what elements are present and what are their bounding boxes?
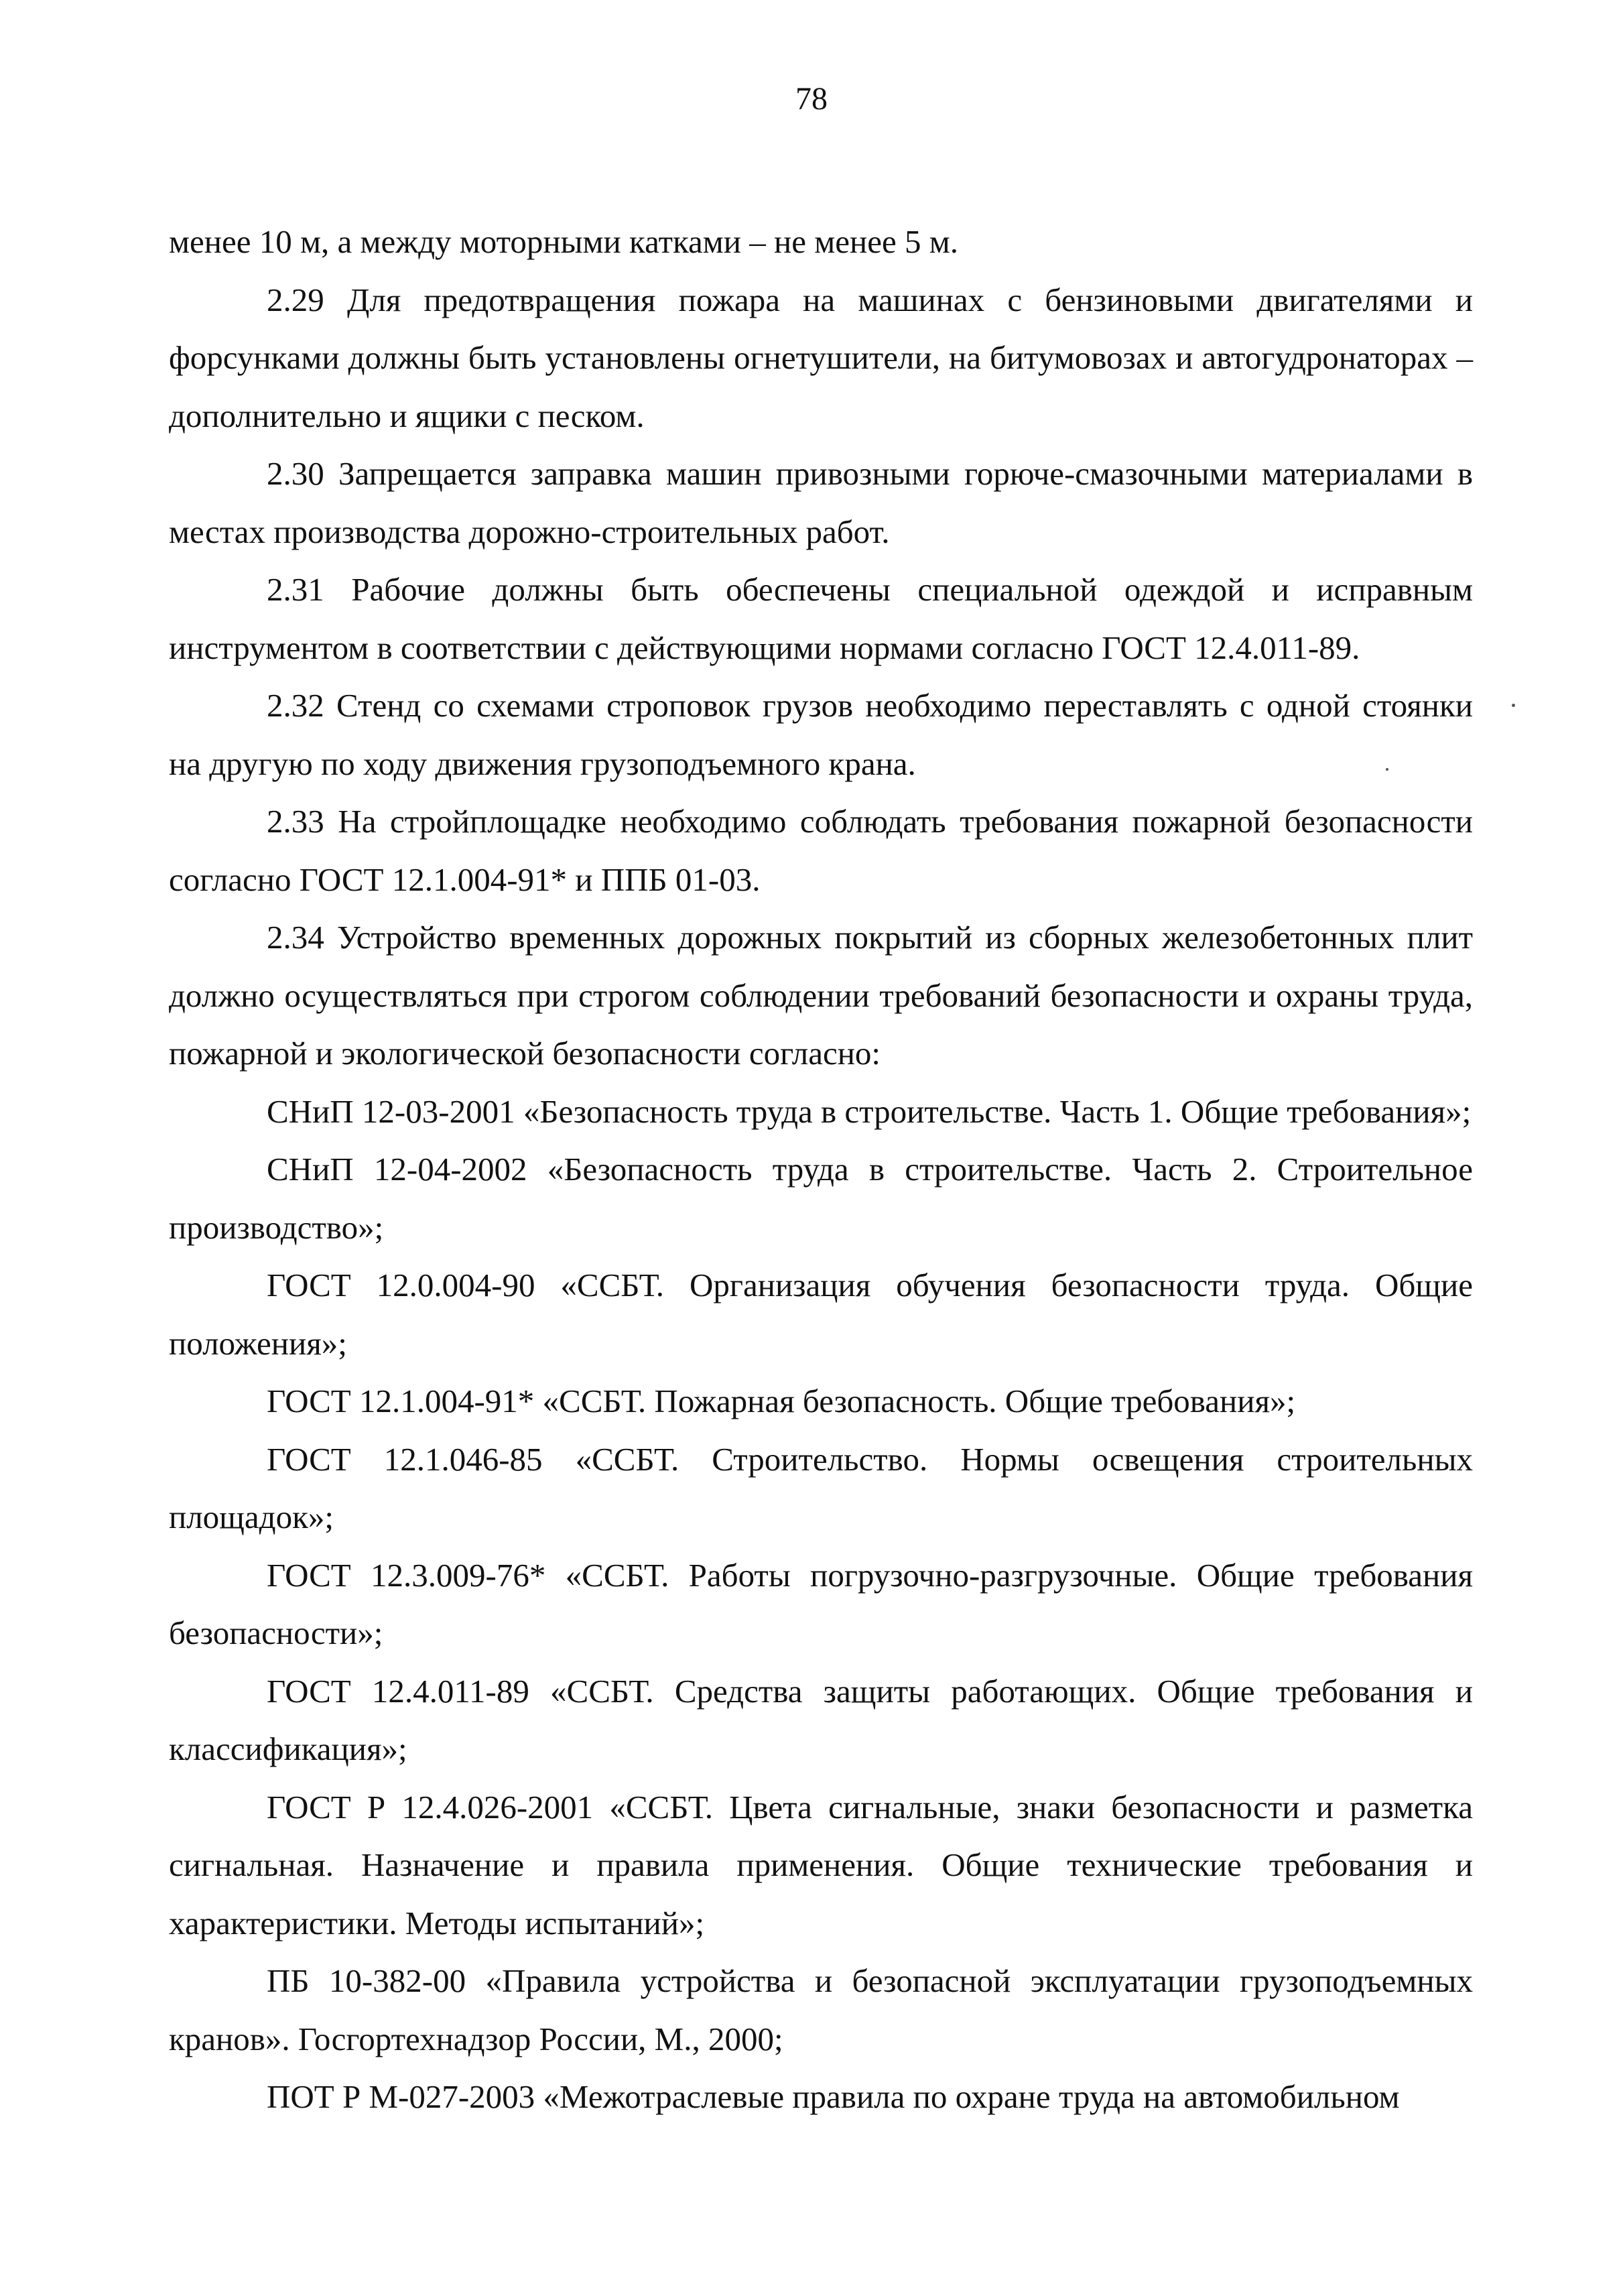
paragraph-continuation: менее 10 м, а между моторными катками – не менее 5 м. xyxy=(169,223,958,260)
paragraph-2-29: 2.29 Для предотвращения пожара на машинах с бензиновыми двигателями и форсунками должны быть установлены огнетушители, на битумовозах и автогудронаторах – дополнительно и ящики с песком. xyxy=(169,281,1473,434)
reference-snip-12-03: СНиП 12-03-2001 «Безопасность труда в строительстве. Часть 1. Общие требования»; xyxy=(267,1092,1472,1130)
reference-gost-12-4-011: ГОСТ 12.4.011-89 «ССБТ. Средства защиты работающих. Общие требования и классификация»; xyxy=(169,1672,1473,1767)
paragraph-2-31: 2.31 Рабочие должны быть обеспечены специальной одеждой и исправным инструментом в соответствии с действующими нормами согласно ГОСТ 12.4.011-89. xyxy=(169,571,1473,666)
reference-gost-12-3-009: ГОСТ 12.3.009-76* «ССБТ. Работы погрузочно-разгрузочные. Общие требования безопасности»; xyxy=(169,1556,1473,1651)
page-number: 78 xyxy=(795,81,828,117)
body-text xyxy=(169,213,1473,2126)
scan-artifact-dot xyxy=(1512,704,1515,707)
scan-artifact-dot xyxy=(1386,768,1388,771)
paragraph-2-30: 2.30 Запрещается заправка машин привозными горюче-смазочными материалами в местах производства дорожно-строительных работ. xyxy=(169,455,1473,550)
reference-pb-10-382: ПБ 10-382-00 «Правила устройства и безопасной эксплуатации грузоподъемных кранов». Госгортехнадзор России, М., 2000; xyxy=(169,1962,1473,2057)
reference-pot-r-m-027: ПОТ Р М-027-2003 «Межотраслевые правила по охране труда на автомобильном xyxy=(267,2078,1400,2115)
paragraph-2-33: 2.33 На стройплощадке необходимо соблюдать требования пожарной безопасности согласно ГОСТ 12.1.004-91* и ППБ 01-03. xyxy=(169,803,1473,898)
paragraph-2-34: 2.34 Устройство временных дорожных покрытий из сборных железобетонных плит должно осуществляться при строгом соблюдении требований безопасности и охраны труда, пожарной и экологической безопасности согласно: xyxy=(169,919,1473,1072)
reference-snip-12-04: СНиП 12-04-2002 «Безопасность труда в строительстве. Часть 2. Строительное производство»; xyxy=(169,1151,1473,1246)
reference-gost-r-12-4-026: ГОСТ Р 12.4.026-2001 «ССБТ. Цвета сигнальные, знаки безопасности и разметка сигнальная. Назначение и правила применения. Общие технические требования и характеристики. Методы испытаний»; xyxy=(169,1788,1473,1941)
reference-gost-12-0-004: ГОСТ 12.0.004-90 «ССБТ. Организация обучения безопасности труда. Общие положения»; xyxy=(169,1267,1473,1362)
reference-gost-12-1-004: ГОСТ 12.1.004-91* «ССБТ. Пожарная безопасность. Общие требования»; xyxy=(267,1383,1296,1419)
reference-gost-12-1-046: ГОСТ 12.1.046-85 «ССБТ. Строительство. Нормы освещения строительных площадок»; xyxy=(169,1440,1473,1535)
paragraph-2-32: 2.32 Стенд со схемами строповок грузов необходимо переставлять с одной стоянки на другую по ходу движения грузоподъемного крана. xyxy=(169,687,1473,782)
